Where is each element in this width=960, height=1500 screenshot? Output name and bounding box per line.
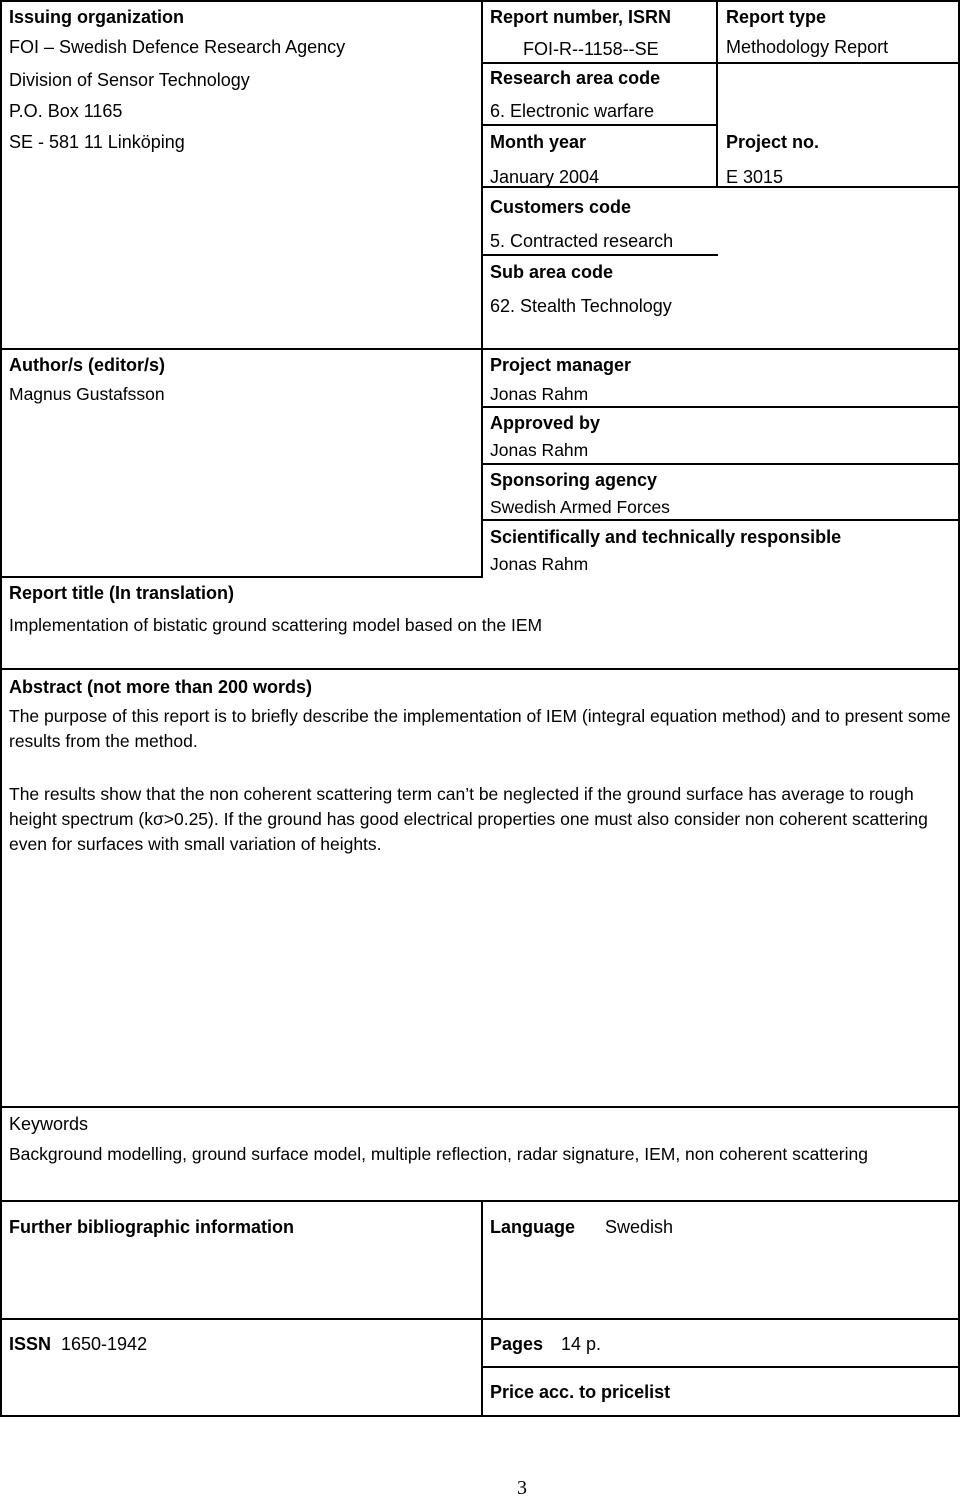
keywords-label: Keywords [9,1114,89,1134]
report-title-value: Implementation of bistatic ground scattering model based on the IEM [9,615,543,635]
column-divider-1 [481,0,483,350]
issn-value: 1650-1942 [61,1334,148,1354]
issuing-city: SE - 581 11 Linköping [9,132,185,152]
report-type-value: Methodology Report [726,37,889,57]
project-manager-label: Project manager [490,355,632,375]
language-label: Language [490,1217,576,1237]
column-divider-language [481,1200,483,1417]
report-title-label: Report title (In translation) [9,583,234,603]
divider-title [0,576,483,578]
abstract-paragraph-2: The results show that the non coherent scattering term can’t be neglected if the ground surface has average to rough height spectrum (kσ>0.25). If the ground has good electrical properties one must also consider non coherent scattering even for surfaces with small variation of heights. [9,784,928,854]
report-number-label: Report number, ISRN [490,7,672,27]
further-bibliographic-label: Further bibliographic information [9,1217,294,1237]
frame-bottom-border [0,1415,960,1417]
divider-sponsoring [481,463,960,465]
project-no-value: E 3015 [726,167,784,187]
issuing-org-name: FOI – Swedish Defence Research Agency [9,37,346,57]
frame-left-border [0,0,2,1417]
divider-research-area [481,124,718,126]
abstract-paragraph-1: The purpose of this report is to briefly describe the implementation of IEM (integral equation method) and to present some results from the method. [9,706,951,751]
issn-label: ISSN [9,1334,52,1354]
abstract-label: Abstract (not more than 200 words) [9,677,313,697]
divider-authors [0,348,960,350]
divider-abstract [0,668,960,670]
sponsoring-agency-value: Swedish Armed Forces [490,497,670,517]
authors-value: Magnus Gustafsson [9,384,165,404]
authors-label: Author/s (editor/s) [9,355,165,375]
frame-top-border [0,0,960,2]
month-year-label: Month year [490,132,587,152]
divider-keywords [0,1106,960,1108]
language-value: Swedish [605,1217,674,1237]
column-divider-2 [716,0,718,186]
research-area-value: 6. Electronic warfare [490,101,655,121]
page-number: 3 [517,1477,527,1499]
month-year-value: January 2004 [490,167,600,187]
divider-price [481,1366,960,1368]
customers-code-value: 5. Contracted research [490,231,674,251]
customers-code-label: Customers code [490,197,632,217]
research-area-label: Research area code [490,68,661,88]
divider-isrn [481,62,960,64]
divider-issn [0,1318,960,1320]
approved-by-label: Approved by [490,413,601,433]
sponsoring-agency-label: Sponsoring agency [490,470,658,490]
keywords-value: Background modelling, ground surface model, multiple reflection, radar signature, IEM, non coherent scattering [9,1144,868,1164]
issuing-org-label: Issuing organization [9,7,185,27]
pages-value: 14 p. [561,1334,602,1354]
sci-responsible-value: Jonas Rahm [490,554,589,574]
price-label: Price acc. to pricelist [490,1382,671,1402]
report-number-value: FOI-R--1158--SE [523,39,659,59]
report-type-label: Report type [726,7,827,27]
sub-area-value: 62. Stealth Technology [490,296,672,316]
sci-responsible-label: Scientifically and technically responsible [490,527,842,547]
divider-customers [481,254,718,256]
divider-scientific [481,519,960,521]
issuing-division: Division of Sensor Technology [9,70,250,90]
divider-bibliographic [0,1200,960,1202]
sub-area-label: Sub area code [490,262,614,282]
approved-by-value: Jonas Rahm [490,440,589,460]
project-no-label: Project no. [726,132,820,152]
pages-label: Pages [490,1334,544,1354]
divider-approved [481,406,960,408]
project-manager-value: Jonas Rahm [490,384,589,404]
issuing-box: P.O. Box 1165 [9,101,123,121]
